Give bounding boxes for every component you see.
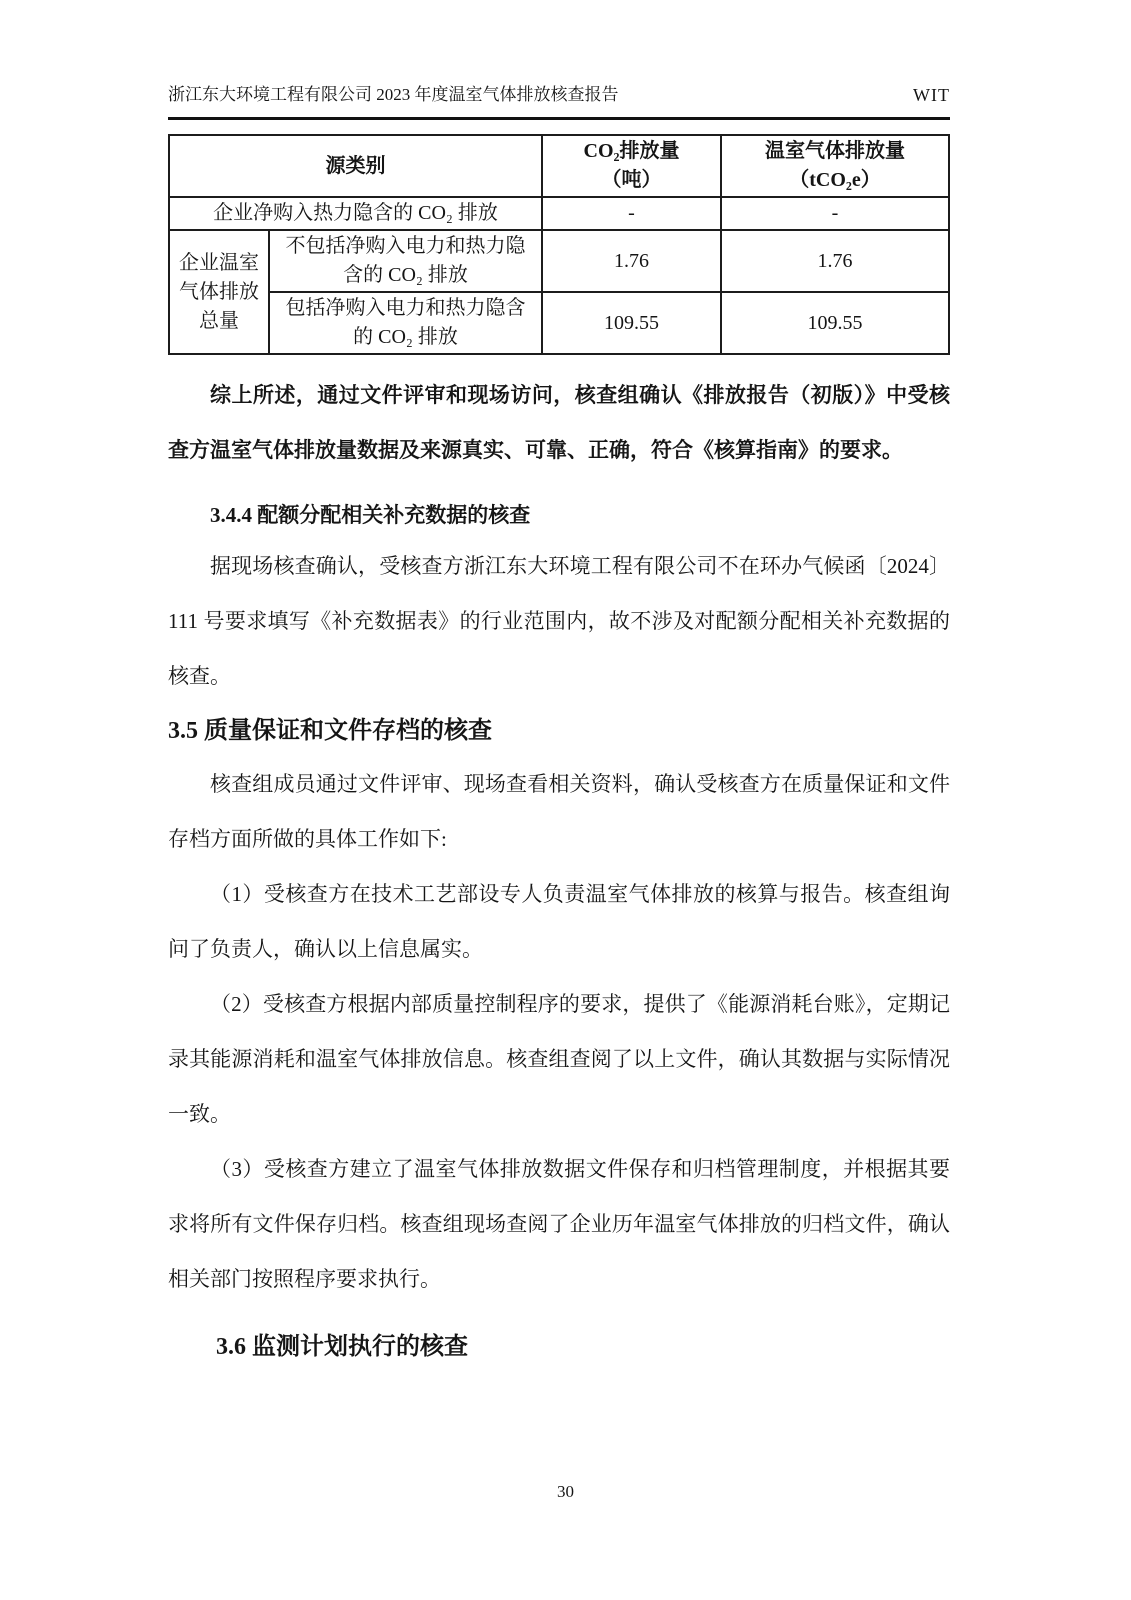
row-excl-label: 不包括净购入电力和热力隐含的 CO₂ 排放: [269, 230, 542, 292]
row-excl-ghg-value: 1.76: [721, 230, 949, 292]
page-number: 30: [557, 1482, 574, 1501]
document-header-title: 浙江东大环境工程有限公司 2023 年度温室气体排放核查报告: [168, 85, 619, 104]
section-3-4-4-paragraph: 据现场核查确认，受核查方浙江东大环境工程有限公司不在环办气候函〔2024〕111 号要求填写《补充数据表》的行业范围内，故不涉及对配额分配相关补充数据的核查。: [168, 554, 950, 688]
column-header-ghg-line2: （tCO₂e）: [789, 169, 881, 191]
section-3-5-item-1: （1）受核查方在技术工艺部设专人负责温室气体排放的核算与报告。核查组询问了负责人，确认以上信息属实。: [168, 882, 950, 961]
column-header-ghg-line1: 温室气体排放量: [765, 140, 905, 162]
table-row: [169, 197, 949, 230]
spacer: [168, 355, 950, 368]
row-heat-co2-value: -: [542, 197, 721, 230]
table-row: [169, 292, 949, 354]
row-heat-ghg-value: -: [721, 197, 949, 230]
column-header-ghg: [721, 135, 949, 197]
row-excl-co2-value: 1.76: [542, 230, 721, 292]
row-incl-ghg-value: 109.55: [721, 292, 949, 354]
column-header-source: 源类别: [169, 135, 542, 197]
row-heat-label: 企业净购入热力隐含的 CO₂ 排放: [169, 197, 542, 230]
summary-paragraph: 综上所述，通过文件评审和现场访问，核查组确认《排放报告（初版）》中受核查方温室气体排放量数据及来源真实、可靠、正确，符合《核算指南》的要求。: [168, 383, 950, 462]
document-header: [168, 84, 950, 106]
table-header-row: [169, 135, 949, 197]
section-3-5-item-2: （2）受核查方根据内部质量控制程序的要求，提供了《能源消耗台账》，定期记录其能源消耗和温室气体排放信息。核查组查阅了以上文件，确认其数据与实际情况一致。: [168, 992, 950, 1126]
section-3-6-heading: 3.6 监测计划执行的核查: [216, 1334, 468, 1360]
column-header-co2: [542, 135, 721, 197]
column-header-co2-line2: （吨）: [601, 169, 662, 191]
header-rule: [168, 117, 950, 120]
section-3-5-item-3: （3）受核查方建立了温室气体排放数据文件保存和归档管理制度，并根据其要求将所有文件保存归档。核查组现场查阅了企业历年温室气体排放的归档文件，确认相关部门按照程序要求执行。: [168, 1157, 950, 1291]
emissions-table: [168, 134, 950, 355]
header-logo: WIT: [913, 85, 950, 105]
row-group-label: 企业温室气体排放总量: [169, 230, 269, 354]
row-incl-label: 包括净购入电力和热力隐含的 CO₂ 排放: [269, 292, 542, 354]
table-row: [169, 230, 949, 292]
column-header-co2-line1: CO₂排放量: [583, 140, 680, 162]
row-incl-co2-value: 109.55: [542, 292, 721, 354]
section-3-4-4-heading: 3.4.4 配额分配相关补充数据的核查: [210, 503, 531, 527]
page-content: [168, 84, 950, 1373]
section-3-5-intro-paragraph: 核查组成员通过文件评审、现场查看相关资料，确认受核查方在质量保证和文件存档方面所做的具体工作如下:: [168, 772, 950, 851]
section-3-5-heading: 3.5 质量保证和文件存档的核查: [168, 718, 492, 744]
